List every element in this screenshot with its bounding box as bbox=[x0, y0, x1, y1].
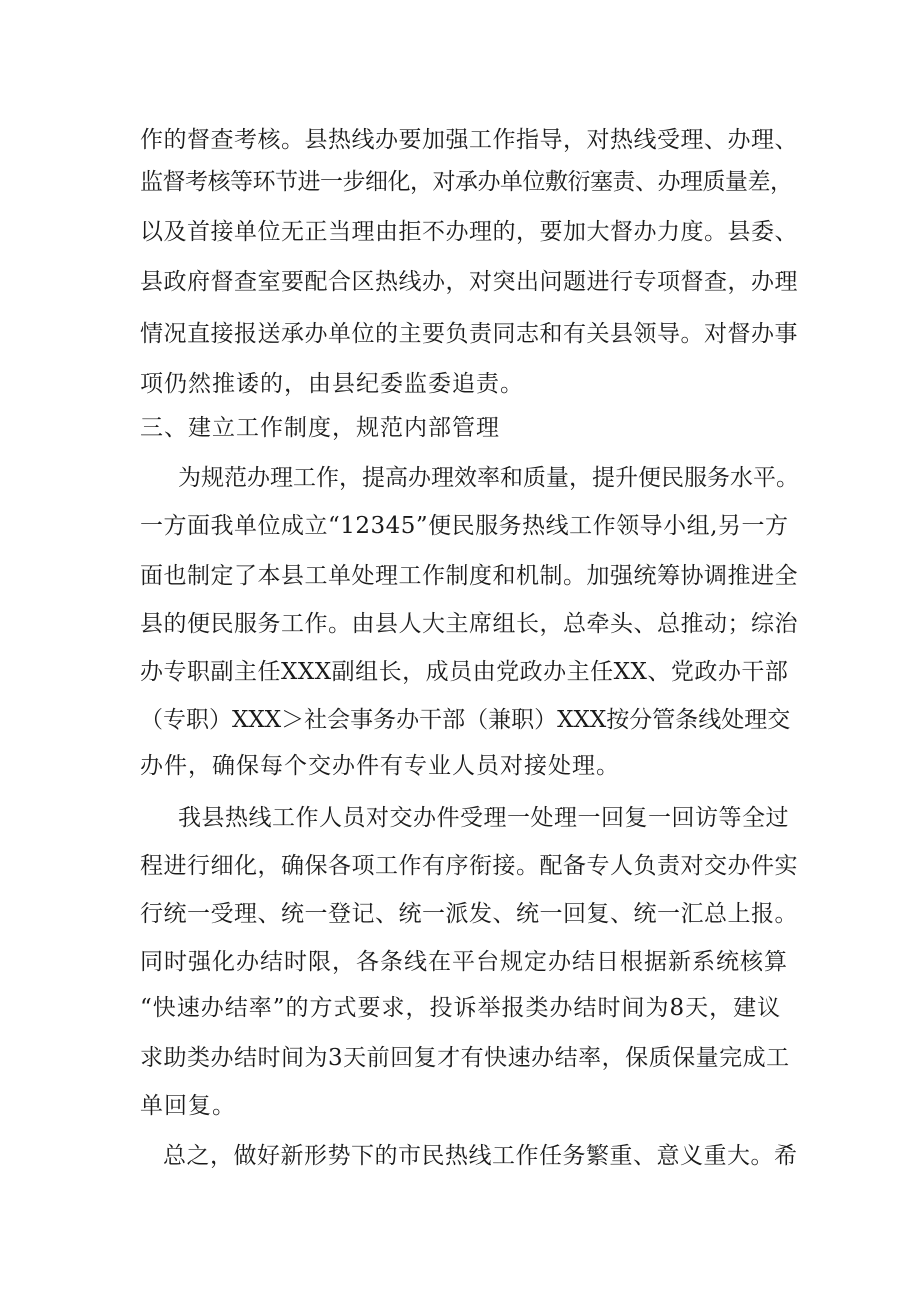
paragraph-line: 我县热线工作人员对交办件受理一处理一回复一回访等全过 bbox=[178, 805, 789, 831]
paragraph-line: 求助类办结时间为3天前回复才有快速办结率，保质保量完成工 bbox=[140, 1045, 790, 1071]
paragraph-line: 项仍然推诿的，由县纪委监委追责。 bbox=[140, 371, 524, 397]
paragraph-line: 单回复。 bbox=[140, 1093, 236, 1119]
paragraph-line: 为规范办理工作，提高办理效率和质量，提升便民服务水平。 bbox=[178, 465, 799, 491]
paragraph-line: 程进行细化，确保各项工作有序衔接。配备专人负责对交办件实 bbox=[140, 853, 798, 879]
section-heading: 三、建立工作制度，规范内部管理 bbox=[140, 415, 500, 441]
paragraph-line: 县政府督查室要配合区热线办，对突出问题进行专项督查，办理 bbox=[140, 269, 798, 295]
paragraph-line: （专职）XXX＞社会事务办干部（兼职）XXX按分管条线处理交 bbox=[140, 707, 791, 733]
paragraph-line: 一方面我单位成立“12345”便民服务热线工作领导小组,另一方 bbox=[140, 513, 789, 539]
paragraph-line: 同时强化办结时限，各条线在平台规定办结日根据新系统核算 bbox=[140, 949, 788, 975]
paragraph-line: 行统一受理、统一登记、统一派发、统一回复、统一汇总上报。 bbox=[140, 901, 798, 927]
paragraph-line: 面也制定了本县工单处理工作制度和机制。加强统筹协调推进全 bbox=[140, 563, 798, 589]
paragraph-line: 办件，确保每个交办件有专业人员对接处理。 bbox=[140, 753, 620, 779]
paragraph-line: 监督考核等环节进一步细化，对承办单位敷衍塞责、办理质量差， bbox=[140, 169, 793, 195]
paragraph-line: 办专职副主任XXX副组长，成员由党政办主任XX、党政办干部 bbox=[140, 659, 789, 685]
paragraph-line: 情况直接报送承办单位的主要负责同志和有关县领导。对督办事 bbox=[140, 321, 798, 347]
paragraph-line: 总之，做好新形势下的市民热线工作任务繁重、意义重大。希 bbox=[163, 1143, 798, 1169]
paragraph-line: 作的督查考核。县热线办要加强工作指导，对热线受理、办理、 bbox=[140, 127, 798, 153]
paragraph-line: “快速办结率”的方式要求，投诉举报类办结时间为8天，建议 bbox=[140, 995, 782, 1021]
paragraph-line: 县的便民服务工作。由县人大主席组长，总牵头、总推动；综治 bbox=[140, 611, 798, 637]
paragraph-line: 以及首接单位无正当理由拒不办理的，要加大督办力度。县委、 bbox=[140, 219, 798, 245]
